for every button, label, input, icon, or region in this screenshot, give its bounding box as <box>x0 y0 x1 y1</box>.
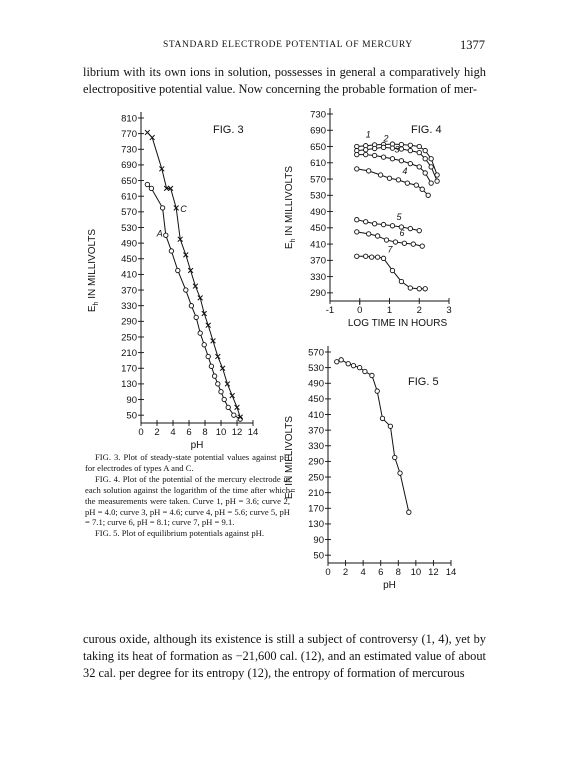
data-point <box>206 354 210 358</box>
caption-fig4: FIG. 4. Plot of the potential of the mercury electrode in each solution against the logarithm of the time after which the measurements were taken. Curve 1, pH = 3.6; curve 2, pH = 4.0; curve 3, pH = 4.6; curve 4, pH = 5.6; curve 5, pH = 7.1; curve 6, pH = 8.1; curve 7, pH = 9.1. <box>85 473 290 528</box>
data-point <box>399 147 403 151</box>
data-point <box>420 244 424 248</box>
x-axis-label: LOG TIME IN HOURS <box>347 318 448 329</box>
data-point <box>381 222 385 226</box>
y-tick-label: 170 <box>121 363 137 375</box>
data-point <box>429 157 433 161</box>
series-label: 6 <box>399 228 405 239</box>
y-tick-label: 610 <box>121 191 137 203</box>
x-tick-label: 0 <box>325 567 331 578</box>
y-axis-label: $E_h$ IN MILLIVOLTS <box>87 228 100 313</box>
x-tick-label: 12 <box>428 567 439 578</box>
data-point <box>164 233 168 237</box>
data-point <box>219 390 223 394</box>
data-point <box>351 363 355 367</box>
data-point <box>417 165 421 169</box>
data-point <box>235 405 240 410</box>
series-line <box>147 184 240 419</box>
series-label: 7 <box>387 244 393 255</box>
y-tick-label: 250 <box>121 332 137 344</box>
series-label: A <box>156 228 163 239</box>
x-axis-label: pH <box>383 580 396 591</box>
data-point <box>399 159 403 163</box>
y-tick-label: 530 <box>308 362 324 374</box>
y-tick-label: 570 <box>121 207 137 219</box>
data-point <box>390 224 394 228</box>
y-tick-label: 290 <box>310 288 326 300</box>
data-point <box>417 150 421 154</box>
data-point <box>414 183 418 187</box>
x-tick-label: 4 <box>360 567 366 578</box>
x-tick-label: 2 <box>342 567 349 578</box>
data-point <box>407 510 411 514</box>
y-tick-label: 250 <box>308 472 324 484</box>
data-point <box>393 455 397 459</box>
series-label: 4 <box>402 165 408 176</box>
data-point <box>429 165 433 169</box>
caption-fig5: FIG. 5. Plot of equilibrium potentials against pH. <box>95 528 264 539</box>
data-point <box>160 206 164 210</box>
y-tick-label: 770 <box>121 128 137 140</box>
y-tick-label: 690 <box>121 160 137 172</box>
data-point <box>369 255 373 259</box>
data-point <box>198 331 202 335</box>
figure-title: FIG. 3 <box>213 124 244 136</box>
data-point <box>388 424 392 428</box>
data-point <box>212 374 216 378</box>
figure-title: FIG. 4 <box>411 124 442 136</box>
data-point <box>194 315 198 319</box>
data-point <box>429 181 433 185</box>
y-tick-label: 210 <box>308 487 324 499</box>
data-point <box>423 148 427 152</box>
x-tick-label: 12 <box>231 427 243 438</box>
figure-captions <box>85 452 290 539</box>
y-tick-label: 290 <box>308 456 324 468</box>
data-point <box>417 228 421 232</box>
data-point <box>396 178 400 182</box>
y-tick-label: 730 <box>310 109 326 121</box>
data-point <box>366 169 370 173</box>
data-point <box>399 279 403 283</box>
text-line: 32 cal. per degree for its entropy (12), the entropy of formation of mercurous <box>83 666 465 680</box>
data-point <box>381 256 385 260</box>
series-line <box>337 360 409 512</box>
y-tick-label: 130 <box>308 519 324 531</box>
series-label: 3 <box>394 144 400 155</box>
data-point <box>357 365 361 369</box>
series-label: 2 <box>383 133 389 144</box>
y-tick-label: 490 <box>121 238 137 250</box>
running-head: STANDARD ELECTRODE POTENTIAL OF MERCURY <box>163 40 413 50</box>
data-point <box>216 382 220 386</box>
data-point <box>355 217 359 221</box>
text-line: electropositive potential value. Now concerning the probable formation of mer- <box>83 82 478 96</box>
y-tick-label: 410 <box>310 239 326 251</box>
data-point <box>370 373 374 377</box>
y-tick-label: 50 <box>313 550 324 562</box>
y-tick-label: 50 <box>126 410 137 422</box>
x-tick-label: 14 <box>445 567 457 578</box>
data-point <box>145 130 150 135</box>
data-point <box>408 148 412 152</box>
data-point <box>381 155 385 159</box>
text-line: taking its heat of formation as −21,600 cal. (12), and an estimated value of about <box>83 649 486 663</box>
x-tick-label: 6 <box>186 427 192 438</box>
data-point <box>372 146 376 150</box>
y-tick-label: 410 <box>121 269 137 281</box>
y-tick-label: 290 <box>121 316 137 328</box>
data-point <box>435 179 439 183</box>
data-point <box>408 226 412 230</box>
y-tick-label: 410 <box>308 409 324 421</box>
text-line: librium with its own ions in solution, possesses in general a comparatively high <box>83 65 486 79</box>
data-point <box>399 142 403 146</box>
data-point <box>375 389 379 393</box>
y-tick-label: 330 <box>310 271 326 283</box>
series-label: 1 <box>365 129 371 140</box>
y-tick-label: 90 <box>126 394 137 406</box>
y-tick-label: 490 <box>308 378 324 390</box>
y-tick-label: 130 <box>121 379 137 391</box>
y-tick-label: 450 <box>121 254 137 266</box>
x-axis-label: pH <box>190 440 204 451</box>
y-tick-label: 650 <box>310 141 326 153</box>
x-tick-label: 2 <box>154 427 160 438</box>
data-point <box>393 240 397 244</box>
data-point <box>398 471 402 475</box>
y-tick-label: 330 <box>121 300 137 312</box>
figure-5 <box>284 346 456 591</box>
data-point <box>335 360 339 364</box>
x-tick-label: 1 <box>386 305 393 316</box>
data-point <box>405 181 409 185</box>
x-tick-label: -1 <box>325 305 335 316</box>
caption-fig3: FIG. 3. Plot of steady-state potential values against pH for electrodes of types A and C. <box>85 452 290 473</box>
data-point <box>375 234 379 238</box>
y-tick-label: 570 <box>310 174 326 186</box>
data-point <box>176 268 180 272</box>
data-point <box>420 187 424 191</box>
data-point <box>355 167 359 171</box>
data-point <box>366 232 370 236</box>
y-tick-label: 370 <box>310 255 326 267</box>
data-point <box>232 413 236 417</box>
data-point <box>375 255 379 259</box>
data-point <box>355 230 359 234</box>
data-point <box>408 161 412 165</box>
x-tick-label: 4 <box>170 427 176 438</box>
y-tick-label: 610 <box>310 158 326 170</box>
y-tick-label: 210 <box>121 347 137 359</box>
x-tick-label: 10 <box>410 567 422 578</box>
data-point <box>230 393 235 398</box>
data-point <box>390 157 394 161</box>
data-point <box>408 143 412 147</box>
data-point <box>169 249 173 253</box>
data-point <box>222 397 226 401</box>
data-point <box>363 369 367 373</box>
data-point <box>411 242 415 246</box>
y-tick-label: 690 <box>310 125 326 137</box>
y-axis-label: $E_h$ IN MILLIVOLTS <box>284 165 297 250</box>
y-tick-label: 370 <box>121 285 137 297</box>
data-point <box>381 145 385 149</box>
text-line: curous oxide, although its existence is still a subject of controversy (1, 4), yet by <box>83 632 486 646</box>
x-tick-label: 0 <box>138 427 144 438</box>
y-tick-label: 370 <box>308 425 324 437</box>
data-point <box>380 416 384 420</box>
x-tick-label: 2 <box>416 305 422 316</box>
data-point <box>364 254 368 258</box>
y-tick-label: 450 <box>308 394 324 406</box>
data-point <box>372 222 376 226</box>
y-axis-label: $E_h$ IN MILLIVOLTS <box>284 415 297 500</box>
y-tick-label: 330 <box>308 441 324 453</box>
x-tick-label: 0 <box>357 305 363 316</box>
page-number: 1377 <box>460 38 485 52</box>
data-point <box>149 186 153 190</box>
data-point <box>423 287 427 291</box>
y-tick-label: 570 <box>308 347 324 359</box>
data-point <box>390 268 394 272</box>
x-tick-label: 10 <box>215 427 227 438</box>
data-point <box>364 148 368 152</box>
data-point <box>355 254 359 258</box>
data-point <box>378 173 382 177</box>
y-tick-label: 730 <box>121 144 137 156</box>
figure-title: FIG. 5 <box>408 376 439 388</box>
y-tick-label: 810 <box>121 113 137 125</box>
y-tick-label: 450 <box>310 223 326 235</box>
data-point <box>364 220 368 224</box>
x-tick-label: 14 <box>247 427 259 438</box>
paragraph-bottom <box>83 631 486 682</box>
series-label: C <box>180 203 187 214</box>
data-point <box>184 288 188 292</box>
data-point <box>408 286 412 290</box>
data-point <box>226 405 230 409</box>
y-tick-label: 530 <box>121 222 137 234</box>
x-tick-label: 8 <box>202 427 208 438</box>
series-label: 5 <box>396 211 402 222</box>
data-point <box>417 287 421 291</box>
data-point <box>189 303 193 307</box>
data-point <box>202 343 206 347</box>
data-point <box>384 238 388 242</box>
data-point <box>209 364 213 368</box>
data-point <box>364 152 368 156</box>
data-point <box>426 193 430 197</box>
data-point <box>387 176 391 180</box>
data-point <box>423 171 427 175</box>
figure-4 <box>284 108 452 329</box>
x-tick-label: 6 <box>378 567 384 578</box>
y-tick-label: 650 <box>121 175 137 187</box>
data-point <box>355 152 359 156</box>
x-tick-label: 8 <box>395 567 401 578</box>
data-point <box>346 362 350 366</box>
x-tick-label: 3 <box>446 305 452 316</box>
figure-3 <box>87 112 258 451</box>
data-point <box>402 241 406 245</box>
series-line <box>147 132 240 417</box>
y-tick-label: 170 <box>308 503 324 515</box>
data-point <box>423 157 427 161</box>
data-point <box>372 153 376 157</box>
y-tick-label: 530 <box>310 190 326 202</box>
data-point <box>339 358 343 362</box>
data-point <box>417 144 421 148</box>
y-tick-label: 490 <box>310 206 326 218</box>
y-tick-label: 90 <box>313 534 324 546</box>
data-point <box>145 182 149 186</box>
